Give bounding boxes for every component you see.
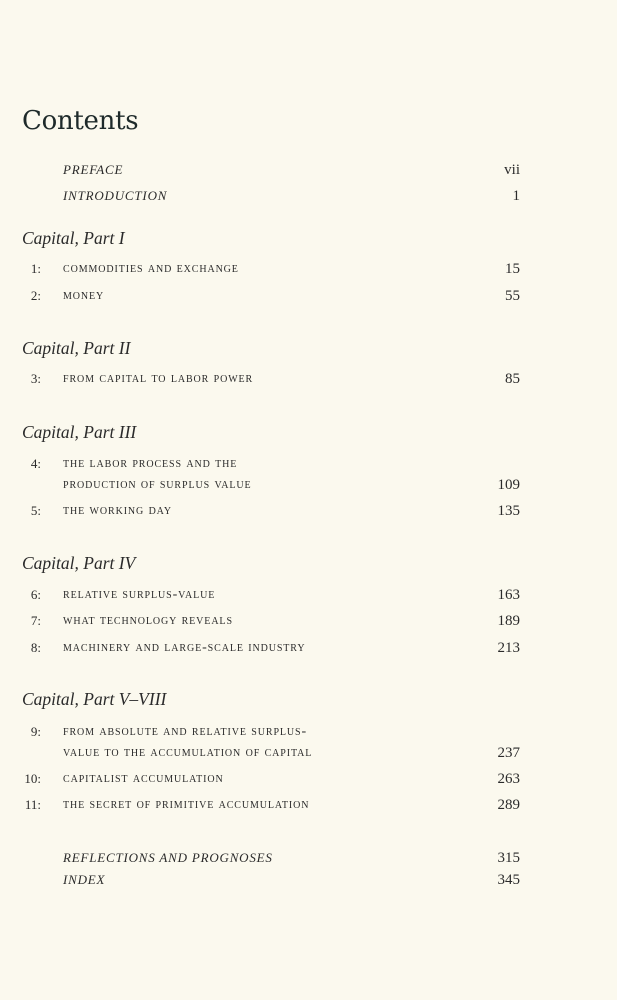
toc-entry-chapter[interactable] [0,771,617,791]
toc-entry-introduction[interactable] [0,188,617,208]
toc-entry-chapter[interactable] [0,503,617,523]
entry-label: PREFACE [63,162,124,177]
part-heading: Capital, Part V–VIII [22,689,167,709]
entry-page: 189 [497,613,520,629]
chapter-number: 4: [30,456,41,471]
toc-entry-chapter[interactable] [0,371,617,391]
toc-entry-chapter[interactable] [0,640,617,660]
part-heading: Capital, Part II [22,338,131,358]
chapter-title: money [63,288,105,303]
chapter-number: 6: [30,587,41,602]
entry-label: INTRODUCTION [63,188,168,203]
part-heading: Capital, Part I [22,228,125,248]
toc-entry-chapter-continued[interactable] [0,477,617,497]
toc-entry-chapter[interactable] [0,724,617,744]
chapter-number: 3: [30,371,41,386]
chapter-number: 9: [30,724,41,739]
chapter-title: from capital to labor power [63,371,254,386]
toc-entry-index[interactable] [0,872,617,892]
entry-page: 237 [497,745,520,761]
toc-entry-chapter[interactable] [0,261,617,281]
chapter-number: 11: [24,797,41,812]
entry-page: 15 [505,261,520,277]
chapter-title: capitalist accumulation [63,771,224,786]
chapter-title: the secret of primitive accumulation [63,797,310,812]
chapter-title: from absolute and relative surplus- [63,724,308,739]
toc-entry-chapter[interactable] [0,587,617,607]
chapter-number: 2: [30,288,41,303]
entry-page: 163 [497,587,520,603]
entry-page: 85 [505,371,520,387]
chapter-title: what technology reveals [63,613,233,628]
toc-entry-reflections[interactable] [0,850,617,870]
entry-page: 263 [497,771,520,787]
entry-page: 315 [497,850,520,866]
chapter-title: value to the accumulation of capital [63,745,313,760]
toc-entry-chapter[interactable] [0,797,617,817]
toc-entry-chapter[interactable] [0,288,617,308]
entry-page: 109 [497,477,520,493]
entry-page: 289 [497,797,520,813]
entry-page: vii [504,162,520,178]
chapter-number: 8: [30,640,41,655]
entry-page: 213 [497,640,520,656]
entry-page: 345 [497,872,520,888]
toc-entry-chapter[interactable] [0,613,617,633]
chapter-number: 7: [30,613,41,628]
chapter-number: 1: [30,261,41,276]
chapter-title: commodities and exchange [63,261,239,276]
chapter-title: relative surplus-value [63,587,216,602]
part-heading: Capital, Part IV [22,553,136,573]
entry-label: REFLECTIONS AND PROGNOSES [63,850,273,865]
entry-page: 135 [497,503,520,519]
entry-page: 1 [512,188,520,204]
toc-entry-preface[interactable] [0,162,617,182]
chapter-number: 10: [24,771,41,786]
chapter-number: 5: [30,503,41,518]
entry-label: INDEX [63,872,106,887]
chapter-title: production of surplus value [63,477,252,492]
chapter-title: machinery and large-scale industry [63,640,306,655]
toc-entry-chapter[interactable] [0,456,617,476]
toc-entry-chapter-continued[interactable] [0,745,617,765]
chapter-title: the labor process and the [63,456,238,471]
part-heading: Capital, Part III [22,422,137,442]
entry-page: 55 [505,288,520,304]
chapter-title: the working day [63,503,173,518]
page-title: Contents [22,106,139,136]
